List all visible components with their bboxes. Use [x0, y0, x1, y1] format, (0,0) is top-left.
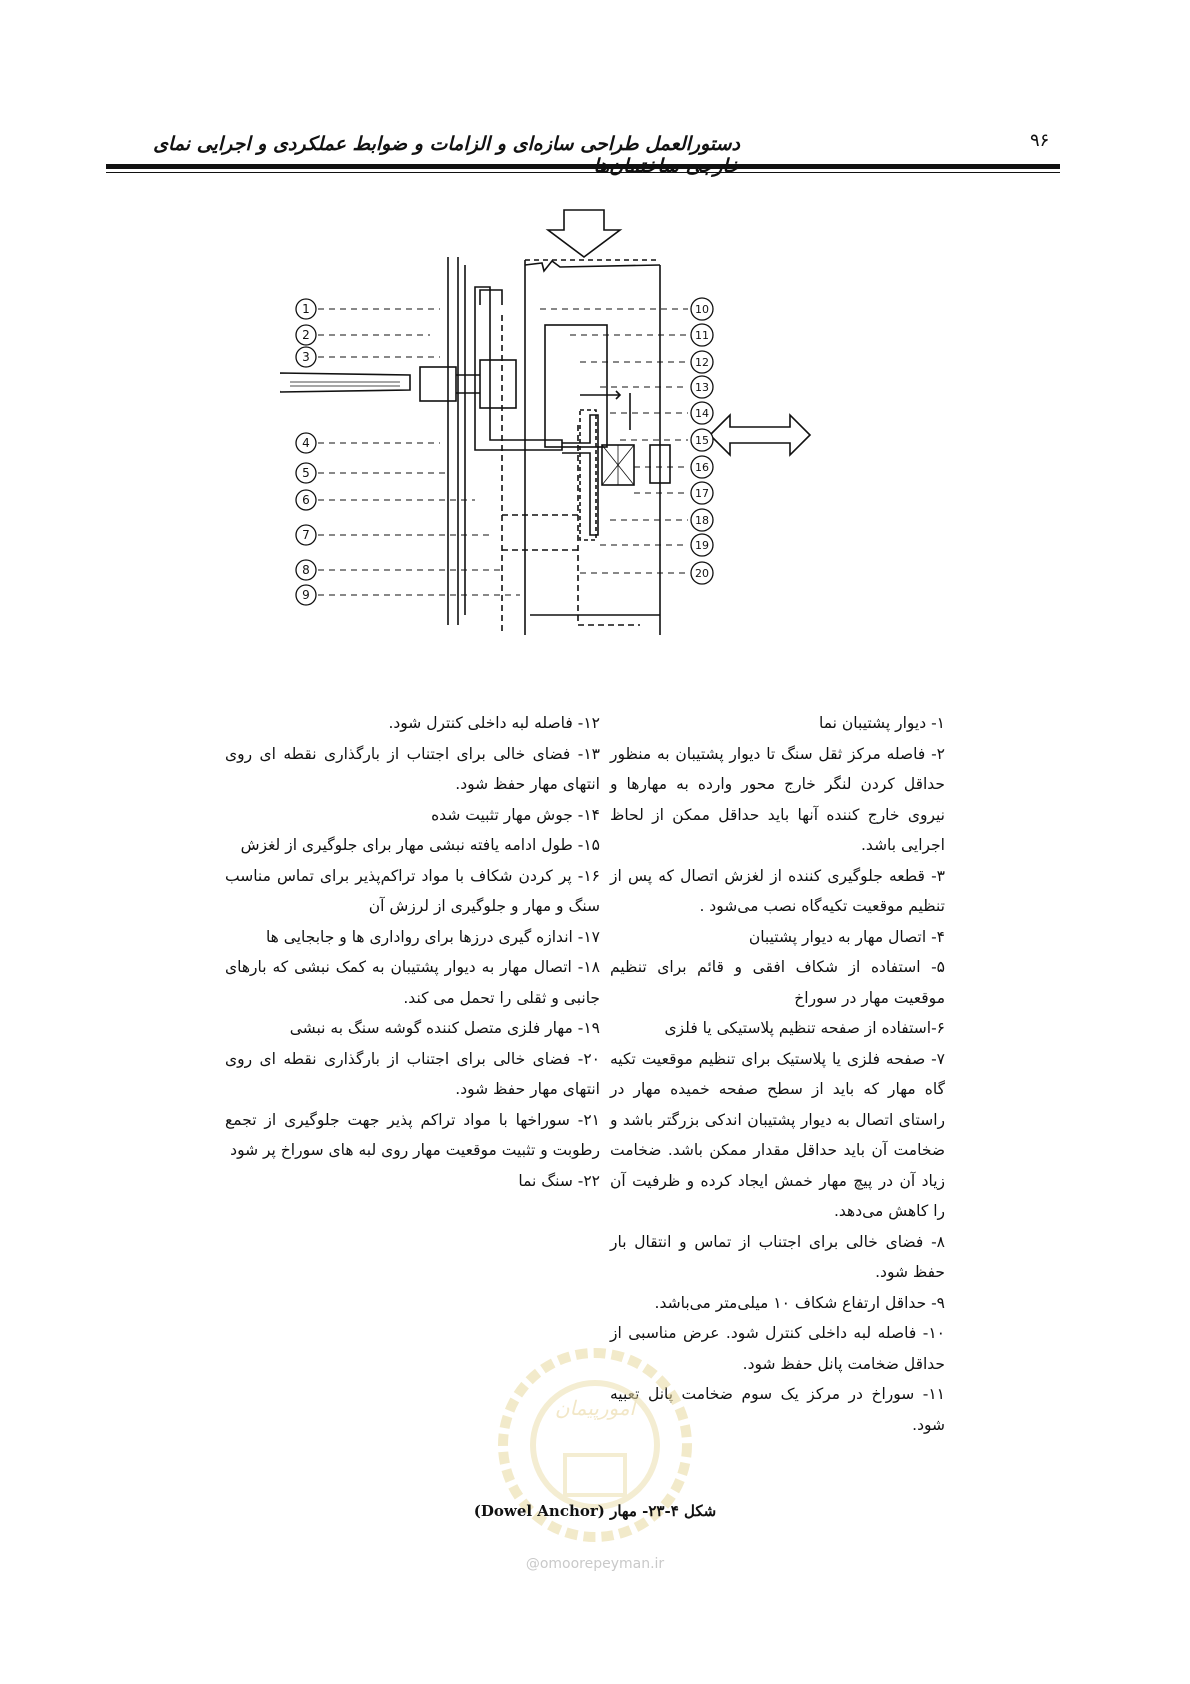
svg-text:3: 3 — [302, 350, 310, 364]
left-callouts — [296, 299, 316, 605]
legend-item-7: ۷- صفحه فلزی یا پلاستیک برای تنظیم موقعیت تکیه گاه مهار که باید از سطح صفحه خمیده مهار در راستای اتصال به دیوار پشتیبان اندکی بزرگتر باشد و ضخامت آن باید حداقل مقدار ممکن باشد. ضخامت زیاد آن در پیچ مهار خمش ایجاد کرده و ظرفیت آن را کاهش می‌دهد. — [610, 1049, 945, 1220]
legend-item-1: ۱- دیوار پشتیبان نما — [819, 714, 945, 732]
watermark-site: @omoorepeyman.ir — [525, 1556, 665, 1572]
callout-20 — [691, 562, 713, 584]
legend-item-11: ۱۱- سوراخ در مرکز یک سوم ضخامت پانل تعبیه شود. — [610, 1385, 945, 1434]
legend-item-3: ۳- قطعه جلوگیری کننده از لغزش اتصال که پس از تنظیم موقعیت تکیه‌گاه نصب می‌شود . — [610, 866, 945, 915]
svg-text:20: 20 — [695, 567, 709, 580]
callout-11 — [691, 324, 713, 346]
legend-item-22: ۲۲- سنگ نما — [518, 1171, 600, 1190]
callout-3 — [296, 347, 316, 367]
legend-item-4: ۴- اتصال مهار به دیوار پشتیبان — [748, 927, 945, 946]
svg-text:1: 1 — [302, 302, 310, 316]
legend-item-2: ۲- فاصله مرکز ثقل سنگ تا دیوار پشتیبان به منظور حداقل کردن لنگر خارج محور وارده به مهارها و نیروی خارج کننده آنها باید حداقل ممکن از لحاظ اجرایی باشد. — [610, 744, 945, 854]
svg-text:امورپیمان: امورپیمان — [554, 1396, 636, 1420]
callout-4 — [296, 433, 316, 453]
svg-text:9: 9 — [302, 588, 310, 602]
callout-7 — [296, 525, 316, 545]
svg-text:15: 15 — [695, 434, 709, 447]
legend-item-6: ۶-استفاده از صفحه تنظیم پلاستیکی یا فلزی — [664, 1019, 945, 1037]
svg-text:16: 16 — [695, 461, 709, 474]
running-header-title: دستورالعمل طراحی سازه‌ای و الزامات و ضوابط عملکردی و اجرایی نمای — [153, 133, 740, 155]
legend-item-21: ۲۱- سوراخها با مواد تراکم پذیر جهت جلوگیری از تجمع رطوبت و تثبیت موقعیت مهار روی لبه های سوراخ پر شود — [225, 1110, 600, 1159]
callout-6 — [296, 490, 316, 510]
callout-10 — [691, 298, 713, 320]
callout-17 — [691, 482, 713, 504]
svg-text:10: 10 — [695, 303, 709, 316]
svg-text:8: 8 — [302, 563, 310, 577]
legend-item-14: ۱۴- جوش مهار تثبیت شده — [431, 805, 600, 824]
right-callouts — [691, 298, 713, 584]
callout-1 — [296, 299, 316, 319]
svg-text:6: 6 — [302, 493, 310, 507]
callout-2 — [296, 325, 316, 345]
dowel-anchor-diagram — [280, 205, 900, 690]
callout-13 — [691, 376, 713, 398]
legend-item-19: ۱۹- مهار فلزی متصل کننده گوشه سنگ به نبشی — [289, 1019, 600, 1037]
svg-text:19: 19 — [695, 539, 709, 552]
legend-item-9: ۹- حداقل ارتفاع شکاف ۱۰ میلی‌متر می‌باشد. — [654, 1293, 945, 1312]
legend-item-12: ۱۲- فاصله لبه داخلی کنترل شود. — [388, 714, 600, 732]
legend-item-20: ۲۰- فضای خالی برای اجتناب از بارگذاری نقطه ای روی انتهای مهار حفظ شود. — [225, 1049, 600, 1098]
callout-18 — [691, 509, 713, 531]
figure-caption: شکل ۴-۲۳- مهار (Dowel Anchor) — [473, 1502, 717, 1520]
legend-item-17: ۱۷- اندازه گیری درزها برای رواداری ها و جابجایی ها — [265, 927, 600, 946]
svg-text:14: 14 — [695, 407, 709, 420]
svg-text:5: 5 — [302, 466, 310, 480]
svg-text:7: 7 — [302, 528, 310, 542]
legend-item-8: ۸- فضای خالی برای اجتناب از تماس و انتقال بار حفظ شود. — [610, 1232, 945, 1281]
callout-15 — [691, 429, 713, 451]
svg-text:13: 13 — [695, 381, 709, 394]
legend-right-column — [610, 708, 945, 1440]
legend-item-16: ۱۶- پر کردن شکاف با مواد تراکم‌پذیر برای تماس مناسب سنگ و مهار و جلوگیری از لرزش آن — [225, 866, 600, 915]
legend-item-13: ۱۳- فضای خالی برای اجتناب از بارگذاری نقطه ای روی انتهای مهار حفظ شود. — [225, 744, 600, 793]
header-rule-thin — [106, 172, 1060, 173]
callout-16 — [691, 456, 713, 478]
svg-text:12: 12 — [695, 356, 709, 369]
legend-item-18: ۱۸- اتصال مهار به دیوار پشتیبان به کمک نبشی که بارهای جانبی و ثقلی را تحمل می کند. — [225, 958, 600, 1007]
header-rule-thick — [106, 164, 1060, 169]
page-number: ۹۶ — [1030, 130, 1050, 151]
legend-item-10: ۱۰- فاصله لبه داخلی کنترل شود. عرض مناسبی از حداقل ضخامت پانل حفظ شود. — [610, 1324, 945, 1373]
svg-text:18: 18 — [695, 514, 709, 527]
svg-text:11: 11 — [695, 329, 709, 342]
svg-text:17: 17 — [695, 487, 709, 500]
callout-9 — [296, 585, 316, 605]
callout-19 — [691, 534, 713, 556]
legend-left-column — [225, 708, 600, 1196]
legend-item-5: ۵- استفاده از شکاف افقی و قائم برای تنظیم موقعیت مهار در سوراخ — [610, 958, 945, 1007]
callout-14 — [691, 402, 713, 424]
legend-item-15: ۱۵- طول ادامه یافته نبشی مهار برای جلوگیری از لغزش — [240, 836, 600, 854]
callout-8 — [296, 560, 316, 580]
svg-text:2: 2 — [302, 328, 310, 342]
svg-text:4: 4 — [302, 436, 310, 450]
callout-12 — [691, 351, 713, 373]
callout-5 — [296, 463, 316, 483]
